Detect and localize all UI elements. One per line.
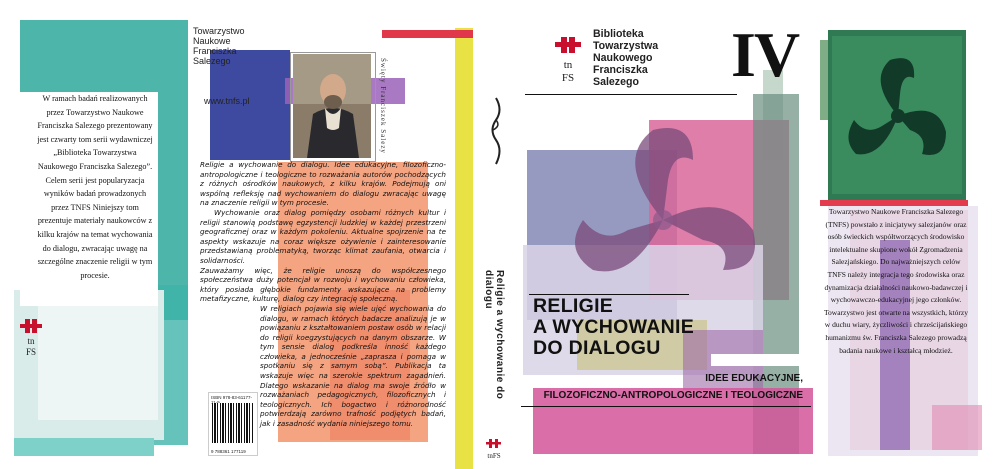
series-line: Biblioteka	[593, 28, 644, 40]
series-line: Towarzystwa	[593, 40, 659, 52]
book-title	[533, 296, 694, 359]
title-line-1: RELIGIE	[533, 295, 614, 317]
svg-text:FS: FS	[25, 347, 37, 357]
pale-block-inner	[38, 300, 158, 420]
yellow-column	[455, 28, 473, 469]
publisher-name: Towarzystwo Naukowe Franciszka Salezego	[193, 26, 245, 66]
blurb-paragraph-2: Wychowanie oraz dialog pomiędzy osobami różnych kultur i religii stanowią podstawę egzystencji ludzkiej w każdej przestrzeni geograficznej oraz w każdym pokoleniu. Aktualne spojrzenie na te aspekty wskazuje na coraz większe ożywienie i zainteresowanie przedstawianą problematyką, tworząc klimat zaufania, otwarcia i solidarności.	[200, 207, 446, 265]
blurb-intro: Religie a wychowanie do dialogu. Idee edukacyjne, filozoficzno-antropologiczne i teologiczne to rozważania autorów pochodzących z różnych ośrodków naukowych, z kilku krajów. Podejmują oni wspólną refleksję nad wychowaniem do dialogu zwracając uwagę na znaczenie religii w tym procesie.	[200, 160, 446, 208]
website-url: www.tnfs.pl	[204, 96, 250, 106]
series-line: Franciszka	[593, 64, 648, 76]
spine	[473, 0, 513, 469]
white-bar	[711, 354, 801, 366]
right-flap	[820, 0, 1000, 469]
tnfs-logo-icon	[551, 36, 585, 84]
barcode-number: 9 788361 177119	[211, 449, 246, 454]
volume-number: IV	[731, 19, 799, 90]
divider-rule	[525, 94, 737, 95]
svg-text:tn: tn	[563, 59, 573, 71]
flower-ornament-icon	[842, 50, 954, 182]
barcode-bars	[212, 403, 254, 443]
series-line: Salezego	[593, 76, 639, 88]
front-cover	[513, 0, 820, 469]
svg-text:FS: FS	[561, 72, 575, 84]
pink-block-lower	[932, 405, 982, 450]
flower-ornament-icon	[543, 120, 793, 320]
blurb-paragraph-4: W religiach pojawia się wiele ujęć wychowania do dialogu, w ramach których badacze analizują je w powiązaniu z kształtowaniem postaw osób w relacji do religii koegzystujących na danym obszarze. W tym sensie dialog podkreśla inność każdego człowieka, a jednocześnie „zaprasza i pomaga w spotkaniu się z samym sobą”. Publikacja ta wskazuje więc na szerokie spektrum zagadnień. Dlatego wskazanie na dialog ma swoje źródło w rozważaniach pedagogicznych, filozoficznych i teologicznych. Ich bogactwo i różnorodność potwierdzają zarówno trafność podjętych badań, jak i zasadność wydania niniejszego tomu.	[260, 303, 446, 429]
subtitle-rule	[521, 406, 811, 407]
red-bar	[382, 30, 473, 38]
series-title	[593, 28, 658, 88]
portrait-caption: Święty Franciszek Salezy	[379, 58, 387, 154]
right-flap-text: Towarzystwo Naukowe Franciszka Salezego (TNFS) powstało z inicjatywy salezjanów oraz osób świeckich współtworzących środowisko intelektualne skupione wokół Zgromadzenia Salezjańskiego. Do najważniejszych celów TNFS należy integracja tego środowiska oraz dynamizacja działalności naukowo-badawczej i wychowawczo-edukacyjnej jego członków. Towarzystwo jest otwarte na wszystkich, którzy w duchu wiary, życzliwości i chrześcijańskiego humanizmu św. Franciszka Salezego prowadzą badania naukowe i kształcą młodzież.	[823, 207, 969, 355]
title-line-3: DO DIALOGU	[533, 337, 661, 359]
back-cover	[190, 0, 473, 469]
spine-logo-icon	[483, 438, 505, 460]
spine-title: Religie a wychowanie do dialogu	[483, 270, 505, 400]
subtitle-line-2: FILOZOFICZNO-ANTROPOLOGICZNE I TEOLOGICZNE	[543, 390, 803, 401]
svg-text:tn: tn	[27, 336, 35, 346]
title-line-2: A WYCHOWANIE	[533, 316, 695, 338]
isbn-text: ISBN 978-83-61177-	[211, 395, 252, 400]
portrait-image	[293, 54, 371, 158]
svg-text:tnFS: tnFS	[487, 452, 501, 460]
back-cover-text	[200, 160, 446, 429]
barcode	[208, 392, 258, 456]
series-line: Naukowego	[593, 52, 653, 64]
subtitle-line-1: IDEE EDUKACYJNE,	[705, 373, 803, 384]
spine-ornament-icon	[487, 96, 505, 166]
left-flap	[0, 0, 190, 469]
left-flap-text: W ramach badań realizowanych przez Towarzystwo Naukowe Franciszka Salezego prezentowany jest czwarty tom serii wydawniczej „Biblioteka Towarzystwa Naukowego Franciszka Salezego”. Celem serii jest popularyzacja wyników badań prowadzonych przez TNFS Niniejszy tom prezentuje materiały naukowców z kilku krajów na temat wychowania do dialogu, zwracając uwagę na szczególne znaczenie religii w tym procesie.	[37, 94, 153, 280]
book-subtitle	[533, 370, 803, 404]
cyan-strip	[14, 438, 154, 456]
tnfs-logo-icon	[18, 318, 44, 358]
blurb-paragraph-3: Zauważamy więc, że religie unoszą do współczesnego społeczeństwa duży potencjał w rozwoju i wychowaniu człowieka, który posiada głębokie fundamenty wskazujące na problemy metafizyczne, kulturę, dialog czy integrację społeczną.	[200, 265, 446, 304]
